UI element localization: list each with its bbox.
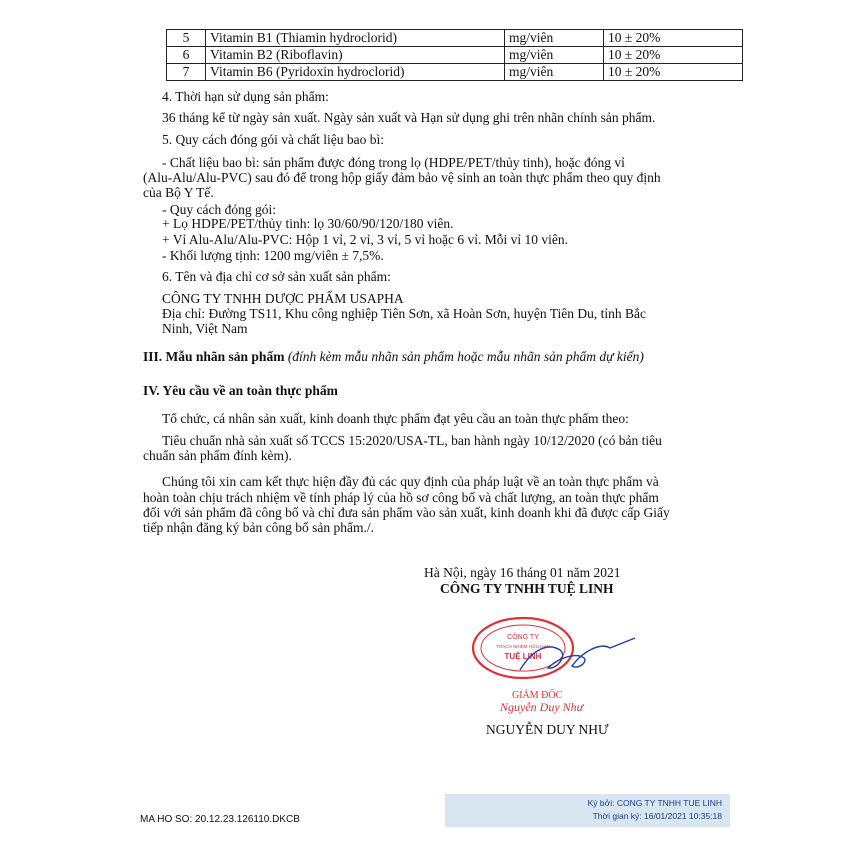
section-iii-heading — [143, 349, 644, 365]
seal-text: CÔNG TY — [507, 634, 539, 641]
commitment-line: tiếp nhận đăng ký bản công bố sản phẩm./. — [143, 520, 374, 535]
packaging-material-line: của Bộ Y Tế. — [143, 185, 214, 200]
packing-blister: + Vỉ Alu-Alu/Alu-PVC: Hộp 1 vỉ, 2 vỉ, 3 vỉ, 5 vỉ hoặc 6 vỉ. Mỗi vỉ 10 viên. — [162, 232, 568, 247]
shelf-life-text: 36 tháng kể từ ngày sản xuất. Ngày sản xuất và Hạn sử dụng ghi trên nhãn chính sản phẩm. — [162, 110, 656, 125]
row-number: 6 — [167, 47, 206, 64]
table-row — [167, 47, 743, 64]
row-number: 7 — [167, 64, 206, 81]
table-row — [167, 30, 743, 47]
signer-name: NGUYỄN DUY NHƯ — [486, 722, 609, 737]
signed-by: Ký bởi: CONG TY TNHH TUE LINH — [587, 798, 722, 808]
net-weight: - Khối lượng tịnh: 1200 mg/viên ± 7,5%. — [162, 248, 384, 263]
content-value: 10 ± 20% — [604, 30, 743, 47]
table-row — [167, 64, 743, 81]
signed-time: Thời gian ký: 16/01/2021 10:35:18 — [592, 811, 722, 821]
section-iii-note: (đính kèm mẫu nhãn sản phẩm hoặc mẫu nhãn sản phẩm dự kiến) — [287, 349, 644, 364]
manufacturer-address: Ninh, Việt Nam — [162, 321, 248, 336]
row-number: 5 — [167, 30, 206, 47]
packing-bottle: + Lọ HDPE/PET/thủy tinh: lọ 30/60/90/120/180 viên. — [162, 216, 454, 231]
unit: mg/viên — [505, 64, 604, 81]
commitment-line: hoàn toàn chịu trách nhiệm về tính pháp lý của hồ sơ công bố và chất lượng, an toàn thực phẩm — [143, 490, 659, 505]
seal-text: TRÁCH NHIỆM HỮU HẠN — [496, 644, 550, 649]
content-value: 10 ± 20% — [604, 64, 743, 81]
section-iii-title: III. Mẫu nhãn sản phẩm — [143, 349, 285, 364]
safety-requirement-text: Tổ chức, cá nhân sản xuất, kinh doanh thực phẩm đạt yêu cầu an toàn thực phẩm theo: — [162, 411, 629, 426]
director-title: GIÁM ĐỐC — [512, 690, 563, 701]
manufacturer-name: CÔNG TY TNHH DƯỢC PHẨM USAPHA — [162, 291, 404, 306]
unit: mg/viên — [505, 47, 604, 64]
packaging-material-line: (Alu-Alu/Alu-PVC) sau đó để trong hộp giấy đảm bảo vệ sinh an toàn thực phẩm theo quy định — [143, 170, 661, 185]
ingredient-name: Vitamin B1 (Thiamin hydroclorid) — [206, 30, 505, 47]
standard-text: chuẩn sản phẩm đính kèm). — [143, 448, 292, 463]
section-5-heading: 5. Quy cách đóng gói và chất liệu bao bì: — [162, 132, 384, 147]
digital-signature-box — [445, 794, 730, 827]
record-number: MA HO SO: 20.12.23.126110.DKCB — [140, 814, 300, 825]
director-script-name: Nguyễn Duy Như — [500, 700, 584, 714]
commitment-line: Chúng tôi xin cam kết thực hiện đầy đủ các quy định của pháp luật về an toàn thực phẩm và — [162, 474, 659, 489]
unit: mg/viên — [505, 30, 604, 47]
packing-heading: - Quy cách đóng gói: — [162, 202, 276, 217]
ingredient-table — [166, 29, 743, 81]
section-6-heading: 6. Tên và địa chỉ cơ sở sản xuất sản phẩm: — [162, 269, 391, 284]
commitment-line: đối với sản phẩm đã công bố và chỉ đưa sản phẩm vào sản xuất, kinh doanh khi đã được cấp Giấy — [143, 505, 670, 520]
content-value: 10 ± 20% — [604, 47, 743, 64]
seal-text: TUỆ LINH — [504, 652, 542, 661]
place-date: Hà Nội, ngày 16 tháng 01 năm 2021 — [424, 565, 621, 580]
packaging-material-line: - Chất liệu bao bì: sản phẩm được đóng trong lọ (HDPE/PET/thủy tinh), hoặc đóng vỉ — [162, 155, 625, 170]
manufacturer-address: Địa chỉ: Đường TS11, Khu công nghiệp Tiên Sơn, xã Hoàn Sơn, huyện Tiên Du, tỉnh Bắc — [162, 306, 646, 321]
ingredient-name: Vitamin B2 (Riboflavin) — [206, 47, 505, 64]
ingredient-name: Vitamin B6 (Pyridoxin hydroclorid) — [206, 64, 505, 81]
standard-text: Tiêu chuẩn nhà sản xuất số TCCS 15:2020/USA-TL, ban hành ngày 10/12/2020 (có bản tiêu — [162, 433, 662, 448]
section-4-heading: 4. Thời hạn sử dụng sản phẩm: — [162, 89, 329, 104]
signing-company: CÔNG TY TNHH TUỆ LINH — [440, 581, 614, 596]
section-iv-heading: IV. Yêu cầu về an toàn thực phẩm — [143, 383, 338, 398]
